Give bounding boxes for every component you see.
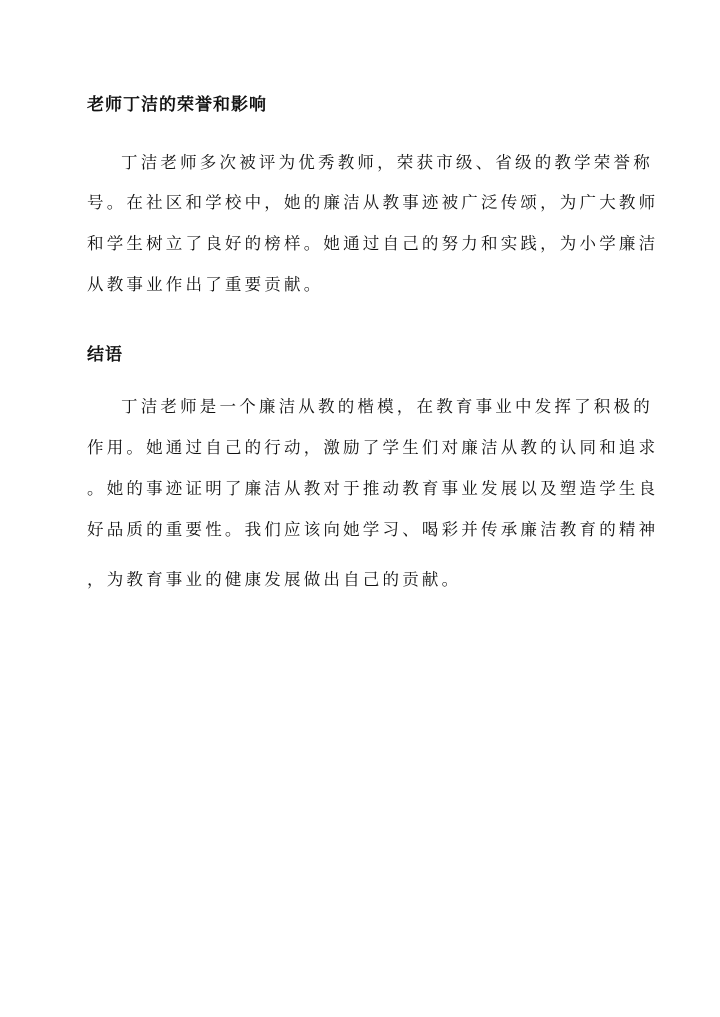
paragraph-line: 号。在社区和学校中，她的廉洁从教事迹被广泛传颂，为广大教师 [87,193,659,212]
paragraph-line: 。她的事迹证明了廉洁从教对于推动教育事业发展以及塑造学生良 [87,479,659,498]
section-heading-conclusion: 结语 [87,345,123,365]
paragraph-line: 丁洁老师是一个廉洁从教的楷模，在教育事业中发挥了积极的 [121,397,653,416]
section-heading-honors: 老师丁洁的荣誉和影响 [87,95,267,115]
paragraph-line: 好品质的重要性。我们应该向她学习、喝彩并传承廉洁教育的精神 [87,520,659,539]
paragraph-line: ，为教育事业的健康发展做出自己的贡献。 [87,570,462,589]
paragraph-line: 作用。她通过自己的行动，激励了学生们对廉洁从教的认同和追求 [87,438,659,457]
paragraph-line: 和学生树立了良好的榜样。她通过自己的努力和实践，为小学廉洁 [87,234,659,253]
paragraph-line: 从教事业作出了重要贡献。 [87,275,324,294]
paragraph-line: 丁洁老师多次被评为优秀教师，荣获市级、省级的教学荣誉称 [121,153,653,172]
